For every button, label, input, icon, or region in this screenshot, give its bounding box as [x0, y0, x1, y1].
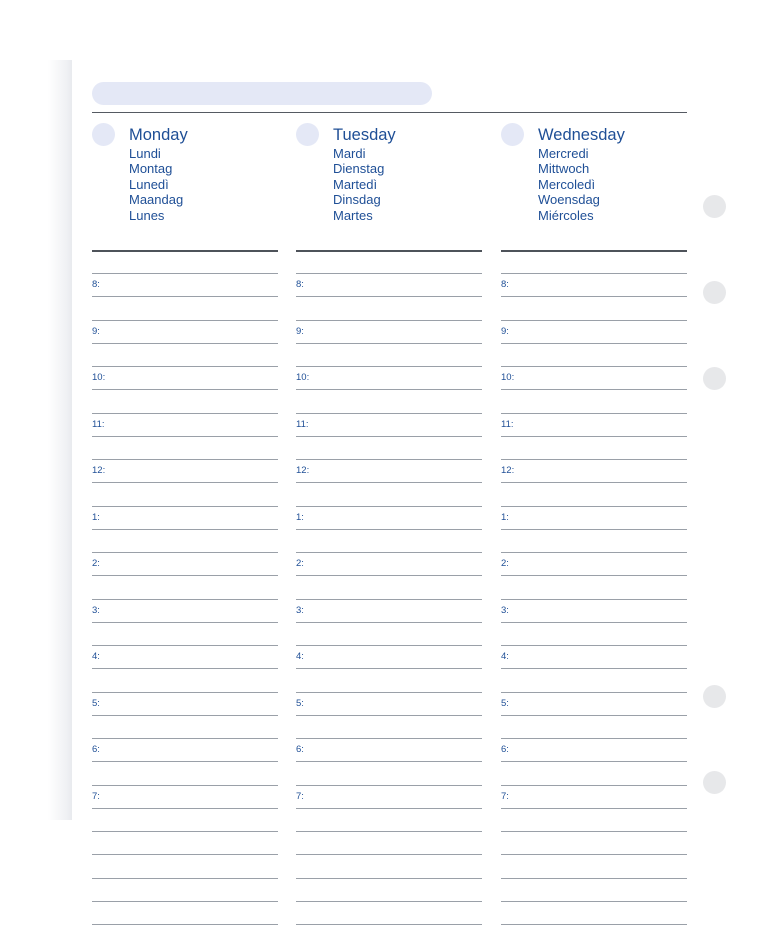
hour-label: 5: [92, 697, 100, 709]
day-name: Tuesday [333, 126, 396, 144]
ruled-line[interactable] [296, 413, 482, 414]
hour-label: 4: [501, 651, 509, 662]
ruled-line[interactable] [296, 482, 482, 483]
ruled-line[interactable] [501, 413, 687, 414]
ruled-line[interactable] [296, 831, 482, 832]
ruled-line[interactable] [92, 320, 278, 321]
ruled-line[interactable] [92, 506, 278, 507]
ruled-line[interactable] [92, 738, 278, 739]
ruled-line[interactable] [501, 622, 687, 623]
hour-label: 2: [296, 558, 304, 569]
hour-label: 7: [501, 790, 509, 802]
ruled-line[interactable] [501, 296, 687, 297]
translation-it: Martedì [333, 176, 378, 192]
ruled-line[interactable] [92, 715, 278, 716]
hour-label: 12: [501, 465, 515, 476]
ruled-line[interactable] [296, 761, 482, 762]
day-name: Wednesday [538, 126, 625, 144]
hour-label: 2: [501, 558, 509, 569]
ruled-line[interactable] [296, 715, 482, 716]
ruled-line[interactable] [296, 343, 482, 344]
day-column-monday [92, 113, 278, 813]
hour-label: 11: [92, 418, 105, 430]
binder-hole [703, 685, 726, 708]
hour-label: 5: [296, 697, 304, 709]
hour-label: 9: [92, 325, 100, 337]
ruled-line[interactable] [296, 622, 482, 623]
ruled-line[interactable] [501, 808, 687, 809]
ruled-line[interactable] [92, 343, 278, 344]
ruled-line[interactable] [92, 482, 278, 483]
binder-hole [703, 367, 726, 390]
ruled-line[interactable] [501, 692, 687, 693]
translation-it: Mercoledì [538, 176, 596, 192]
ruled-line[interactable] [296, 459, 482, 460]
translation-nl: Dinsdag [333, 192, 381, 208]
translation-nl: Woensdag [538, 192, 600, 208]
hour-label: 3: [92, 604, 100, 616]
ruled-line[interactable] [92, 273, 278, 274]
ruled-line[interactable] [296, 785, 482, 786]
ruled-line[interactable] [501, 668, 687, 669]
hour-label: 1: [296, 511, 304, 523]
ruled-line[interactable] [501, 878, 687, 879]
ruled-line[interactable] [92, 785, 278, 786]
hour-label: 1: [92, 511, 100, 523]
hour-label: 11: [296, 418, 309, 430]
ruled-line[interactable] [92, 622, 278, 623]
ruled-line[interactable] [92, 436, 278, 437]
ruled-line[interactable] [92, 366, 278, 367]
ruled-line[interactable] [501, 785, 687, 786]
ruled-line[interactable] [92, 389, 278, 390]
ruled-line[interactable] [296, 575, 482, 576]
ruled-line[interactable] [296, 273, 482, 274]
hour-label: 9: [296, 325, 304, 337]
ruled-line[interactable] [92, 599, 278, 600]
ruled-line[interactable] [296, 296, 482, 297]
date-header-bar[interactable] [92, 82, 432, 105]
hour-label: 6: [501, 744, 509, 755]
ruled-line[interactable] [296, 668, 482, 669]
day-header-rule [296, 250, 482, 252]
ruled-line[interactable] [296, 389, 482, 390]
ruled-line[interactable] [296, 901, 482, 902]
translation-es: Lunes [129, 207, 165, 223]
hour-label: 1: [501, 511, 509, 523]
hour-label: 10: [92, 372, 106, 383]
ruled-line[interactable] [296, 599, 482, 600]
hour-label: 8: [501, 279, 509, 290]
hour-label: 2: [92, 558, 100, 569]
ruled-line[interactable] [92, 878, 278, 879]
ruled-line[interactable] [501, 761, 687, 762]
day-column-tuesday [296, 113, 482, 813]
ruled-line[interactable] [92, 761, 278, 762]
ruled-line[interactable] [296, 436, 482, 437]
ruled-line[interactable] [92, 459, 278, 460]
ruled-line[interactable] [501, 482, 687, 483]
hour-label: 6: [92, 744, 100, 755]
hour-label: 3: [501, 604, 509, 616]
day-translations [538, 146, 600, 223]
ruled-line[interactable] [92, 808, 278, 809]
ruled-line[interactable] [296, 552, 482, 553]
ruled-line[interactable] [501, 901, 687, 902]
ruled-line[interactable] [296, 320, 482, 321]
ruled-line[interactable] [501, 343, 687, 344]
ruled-line[interactable] [501, 738, 687, 739]
hour-label: 8: [296, 279, 304, 290]
ruled-line[interactable] [501, 320, 687, 321]
ruled-line[interactable] [92, 413, 278, 414]
ruled-line[interactable] [92, 645, 278, 646]
ruled-line[interactable] [501, 575, 687, 576]
translation-de: Dienstag [333, 161, 385, 177]
hour-label: 10: [296, 372, 310, 383]
binder-hole [703, 281, 726, 304]
ruled-line[interactable] [501, 645, 687, 646]
day-date-circle[interactable] [92, 123, 115, 146]
hour-label: 12: [92, 465, 106, 476]
hour-label: 7: [296, 790, 304, 802]
day-translations [129, 146, 183, 223]
ruled-line[interactable] [501, 389, 687, 390]
ruled-line[interactable] [92, 575, 278, 576]
translation-nl: Maandag [129, 192, 184, 208]
translation-fr: Mardi [333, 146, 366, 161]
translation-fr: Mercredi [538, 146, 589, 161]
translation-de: Montag [129, 161, 173, 177]
binder-hole [703, 195, 726, 218]
ruled-line[interactable] [296, 506, 482, 507]
ruled-line[interactable] [92, 831, 278, 832]
ruled-line[interactable] [501, 436, 687, 437]
ruled-line[interactable] [296, 529, 482, 530]
binder-hole [703, 771, 726, 794]
translation-es: Miércoles [538, 207, 594, 223]
hour-label: 5: [501, 697, 509, 709]
ruled-line[interactable] [92, 552, 278, 553]
hour-label: 9: [501, 325, 509, 337]
translation-es: Martes [333, 207, 373, 223]
ruled-line[interactable] [92, 854, 278, 855]
ruled-line[interactable] [501, 552, 687, 553]
ruled-line[interactable] [296, 692, 482, 693]
ruled-line[interactable] [501, 459, 687, 460]
day-header-rule [92, 250, 278, 252]
day-name: Monday [129, 126, 188, 144]
ruled-line[interactable] [296, 808, 482, 809]
hour-label: 8: [92, 279, 100, 290]
ruled-line[interactable] [501, 599, 687, 600]
ruled-line[interactable] [92, 901, 278, 902]
hour-label: 10: [501, 372, 515, 383]
day-translations [333, 146, 384, 223]
ruled-line[interactable] [501, 506, 687, 507]
translation-de: Mittwoch [538, 161, 590, 177]
hour-label: 4: [92, 651, 100, 662]
ruled-line[interactable] [501, 366, 687, 367]
ruled-line[interactable] [501, 854, 687, 855]
ruled-line[interactable] [501, 715, 687, 716]
hour-label: 4: [296, 651, 304, 662]
ruled-line[interactable] [92, 668, 278, 669]
day-header-rule [501, 250, 687, 252]
ruled-line[interactable] [501, 831, 687, 832]
hour-label: 11: [501, 418, 514, 430]
ruled-line[interactable] [296, 878, 482, 879]
ruled-line[interactable] [296, 366, 482, 367]
ruled-line[interactable] [501, 529, 687, 530]
hour-label: 6: [296, 744, 304, 755]
hour-label: 3: [296, 604, 304, 616]
ruled-line[interactable] [92, 529, 278, 530]
ruled-line[interactable] [296, 854, 482, 855]
day-date-circle[interactable] [501, 123, 524, 146]
ruled-line[interactable] [501, 273, 687, 274]
hour-label: 12: [296, 465, 310, 476]
ruled-line[interactable] [92, 296, 278, 297]
ruled-line[interactable] [296, 738, 482, 739]
day-date-circle[interactable] [296, 123, 319, 146]
hour-label: 7: [92, 790, 100, 802]
page-edge-shadow [48, 60, 74, 820]
ruled-line[interactable] [296, 645, 482, 646]
translation-fr: Lundi [129, 146, 161, 161]
ruled-line[interactable] [92, 692, 278, 693]
translation-it: Lunedì [129, 176, 169, 192]
day-column-wednesday [501, 113, 687, 813]
